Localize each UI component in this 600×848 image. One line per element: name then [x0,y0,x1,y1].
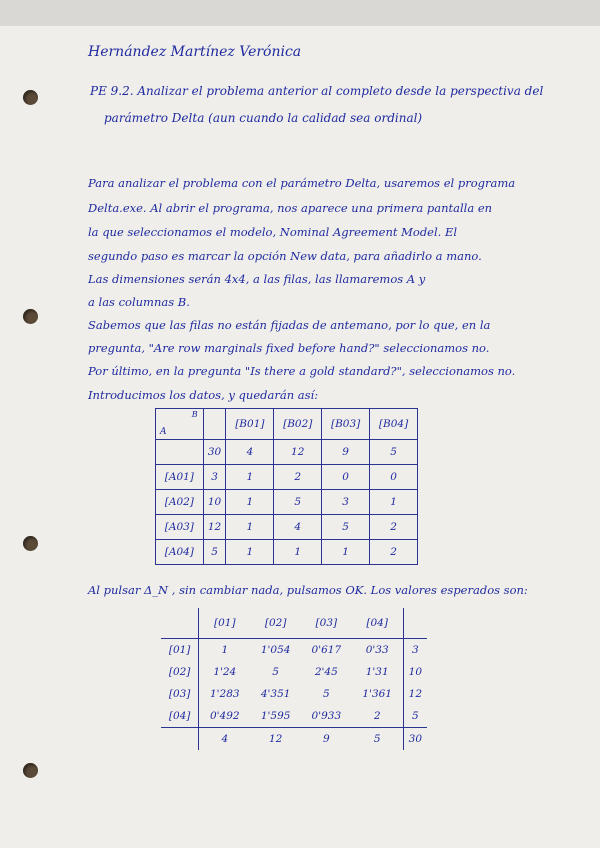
text-line: a las columnas B. [88,295,190,309]
text-line: Delta.exe. Al abrir el programa, nos aparece una primera pantalla en [88,201,493,215]
table-cell: 12 [250,728,301,751]
table-cell: 5 [203,540,226,565]
table-cell: 5 [403,705,427,728]
row-label: [04] [161,705,199,728]
row-label: [A04] [156,540,204,565]
table-cell: 1'054 [250,639,301,662]
corner-cell [156,409,204,440]
table-cell: 3 [322,490,370,515]
header-cell [161,608,199,639]
table-cell: 0 [370,465,418,490]
exercise-title-cont: parámetro Delta (aun cuando la calidad sea ordinal) [104,111,423,125]
table-cell: 1 [370,490,418,515]
table-cell: 9 [301,728,352,751]
table-cell: 5 [322,688,330,700]
table-cell: 0'617 [301,639,352,662]
table-cell: 0'933 [311,710,342,722]
author-name: Hernández Martínez Verónica [88,44,302,60]
header-cell: [B03] [322,409,370,440]
col-axis-label: B [191,410,198,419]
table-cell: 3 [403,639,427,662]
header-cell [203,409,226,440]
table-cell: 5 [352,728,404,751]
expected-values-table [161,608,427,750]
table-cell: 12 [274,440,322,465]
table-row [156,515,418,540]
binder-hole [23,536,38,551]
table-cell: 3 [203,465,226,490]
table-cell: 5 [274,490,322,515]
table-cell: 1 [199,639,251,662]
table-cell: 9 [322,440,370,465]
text-line: Las dimensiones serán 4x4, a las filas, las llamaremos A y [88,272,426,286]
table-cell [156,440,204,465]
text-line: Por último, en la pregunta "Is there a gold standard?", seleccionamos no. [88,364,516,378]
row-label: [A01] [156,465,204,490]
table-row [161,683,427,705]
table-cell: 10 [403,661,427,683]
table-cell: 1 [226,490,274,515]
header-cell: [01] [214,617,236,629]
table-cell: 5 [370,440,418,465]
table-cell: 1 [274,540,322,565]
text-line: Sabemos que las filas no están fijadas de antemano, por lo que, en la [88,318,491,332]
table-cell: 1 [226,515,274,540]
table-cell: 0'492 [209,710,240,722]
row-label: [01] [161,639,199,662]
table-cell: 1'31 [365,666,389,678]
data-table [155,408,418,565]
header-cell: [B01] [226,409,274,440]
table-row [161,705,427,728]
table-cell: 4 [226,440,274,465]
text-line: Al pulsar Δ_N , sin cambiar nada, pulsamos OK. Los valores esperados son: [88,583,528,597]
table-cell: 5 [272,666,279,678]
table-cell: 10 [203,490,226,515]
table-cell: 2 [373,710,381,722]
table-cell: 1 [226,540,274,565]
text-line: Introducimos los datos, y quedarán así: [88,388,319,402]
header-cell: [B02] [274,409,322,440]
table-cell: 1 [322,540,370,565]
text-line: la que seleccionamos el modelo, Nominal Agreement Model. El [88,225,458,239]
binder-hole [23,309,38,324]
table-cell: 1'595 [260,710,291,722]
table-cell: 0'33 [352,639,404,662]
table-cell: 12 [203,515,226,540]
table-cell: 4 [274,515,322,540]
exercise-title: PE 9.2. Analizar el problema anterior al completo desde la perspectiva del [90,84,544,98]
table-cell: 30 [403,728,427,751]
table-cell: 1'24 [213,666,237,678]
text-line: segundo paso es marcar la opción New data, para añadirlo a mano. [88,249,482,263]
row-label: [03] [161,683,199,705]
header-cell: [B04] [370,409,418,440]
text-line: Para analizar el problema con el parámetro Delta, usaremos el programa [88,176,516,190]
table-row [156,465,418,490]
header-cell: [02] [264,617,287,629]
table-cell [161,728,199,751]
table-cell: 2 [370,515,418,540]
table-row [161,661,427,683]
table-cell: 0 [322,465,370,490]
header-cell: [04] [366,617,388,629]
table-header-row [156,409,418,440]
table-row [156,540,418,565]
table-cell: 1'283 [209,688,240,700]
table-cell: 2 [370,540,418,565]
binder-hole [23,763,38,778]
binder-hole [23,90,38,105]
totals-row [156,440,418,465]
row-label: [A03] [156,515,204,540]
text-line: pregunta, "Are row marginals fixed before hand?" seleccionamos no. [88,341,490,355]
row-axis-label: A [160,427,167,437]
table-cell: 4 [199,728,251,751]
header-cell: [03] [315,617,338,629]
table-cell: 5 [322,515,370,540]
table-cell: 1 [226,465,274,490]
table-row [161,639,427,662]
table-cell: 12 [403,683,427,705]
row-label: [A02] [156,490,204,515]
table-cell: 1'361 [362,688,392,700]
table-cell: 30 [203,440,226,465]
table-row [156,490,418,515]
table-cell: 4'351 [260,688,291,700]
row-label: [02] [161,661,199,683]
header-cell [403,608,427,639]
table-cell: 2 [274,465,322,490]
totals-row [161,728,427,751]
table-header-row [161,608,427,639]
table-cell: 2'45 [314,666,338,678]
